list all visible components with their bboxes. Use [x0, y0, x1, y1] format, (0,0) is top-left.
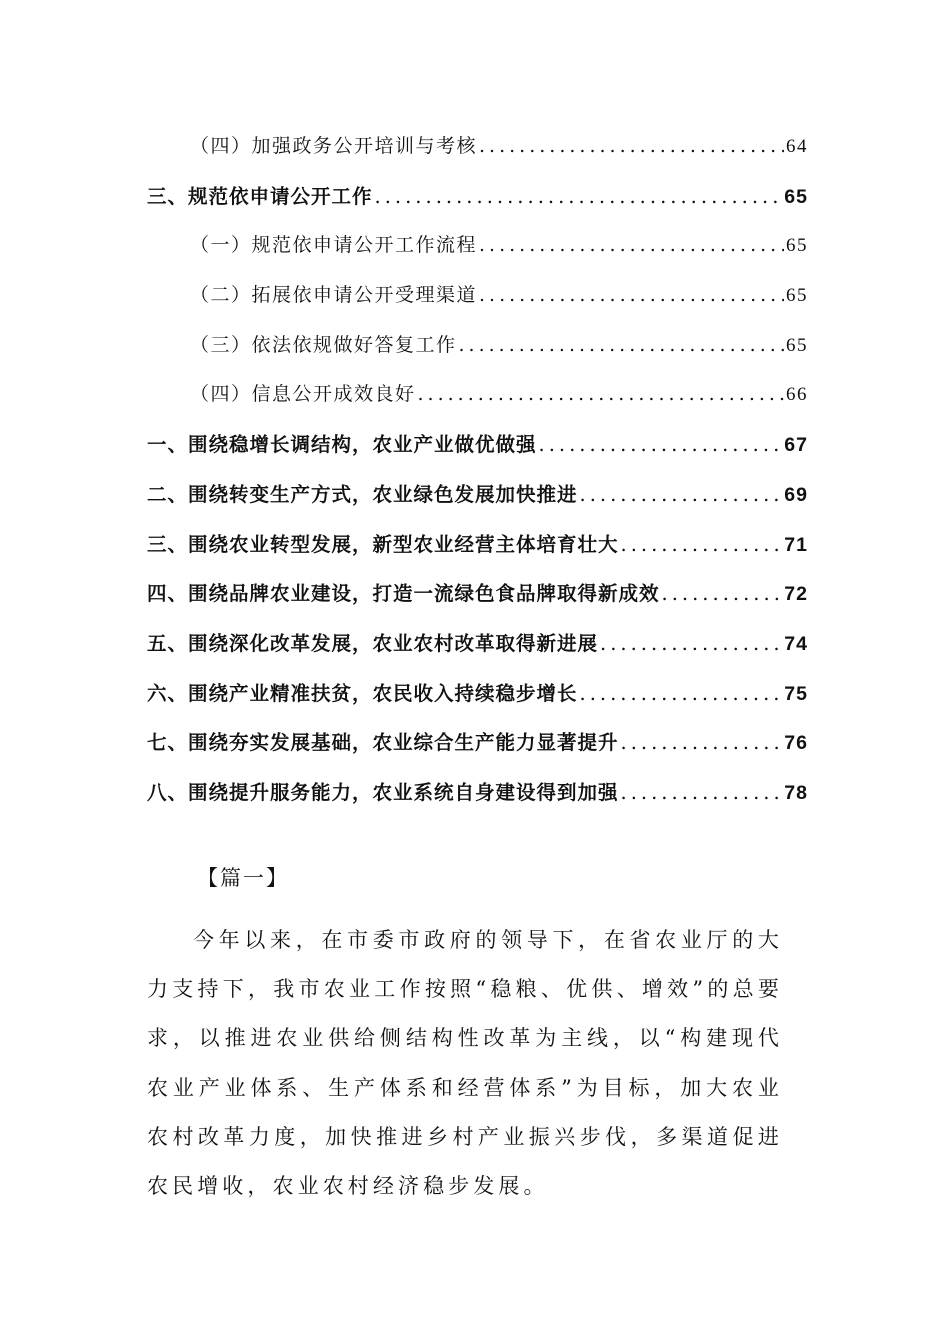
toc-entry[interactable]: [147, 628, 808, 678]
toc-entry[interactable]: [147, 578, 808, 628]
toc-dot-leader: [580, 483, 783, 506]
toc-entry-title: （二）拓展依申请公开受理渠道: [190, 284, 478, 307]
toc-entry-page: 65: [786, 285, 808, 307]
toc-dot-leader: [375, 185, 783, 208]
toc-entry-title: 七、围绕夯实发展基础，农业综合生产能力显著提升: [147, 731, 619, 755]
toc-dot-leader: [479, 284, 784, 306]
toc-entry-page: 64: [786, 136, 808, 157]
toc-entry-title: 三、规范依申请公开工作: [147, 184, 373, 208]
toc-dot-leader: [539, 433, 783, 456]
toc-entry[interactable]: [147, 131, 808, 181]
toc-entry-page: 75: [784, 682, 808, 705]
toc-entry[interactable]: [147, 727, 808, 777]
toc-entry[interactable]: [147, 429, 808, 479]
toc-entry-title: （四）加强政务公开培训与考核: [190, 135, 478, 157]
toc-dot-leader: [621, 533, 783, 556]
toc-entry-title: 二、围绕转变生产方式，农业绿色发展加快推进: [147, 482, 578, 506]
toc-entry[interactable]: [147, 181, 808, 231]
toc-entry-page: 78: [784, 781, 808, 804]
toc-entry-page: 65: [786, 235, 808, 257]
toc-entry-page: 67: [784, 434, 808, 457]
toc-entry-page: 74: [784, 632, 808, 655]
toc-entry-title: 六、围绕产业精准扶贫，农民收入持续稳步增长: [147, 681, 578, 705]
toc-entry-title: 一、围绕稳增长调结构，农业产业做优做强: [147, 433, 537, 457]
toc-entry[interactable]: [147, 230, 808, 280]
toc-entry[interactable]: [147, 529, 808, 579]
toc-dot-leader: [621, 731, 783, 754]
toc-entry[interactable]: [147, 379, 808, 429]
table-of-contents: [147, 131, 808, 827]
toc-entry-page: 65: [786, 334, 808, 356]
toc-entry-page: 66: [786, 384, 808, 406]
toc-entry-page: 71: [784, 533, 808, 556]
toc-entry-title: 四、围绕品牌农业建设，打造一流绿色食品牌取得新成效: [147, 582, 660, 606]
toc-entry-title: 三、围绕农业转型发展，新型农业经营主体培育壮大: [147, 532, 619, 556]
toc-dot-leader: [479, 234, 784, 256]
toc-entry[interactable]: [147, 479, 808, 529]
toc-entry-page: 72: [784, 583, 808, 606]
section-heading: 【篇一】: [197, 866, 289, 890]
toc-entry-title: （四）信息公开成效良好: [190, 383, 416, 406]
toc-dot-leader: [621, 781, 783, 804]
toc-dot-leader: [418, 383, 784, 405]
toc-entry-page: 69: [784, 483, 808, 506]
toc-entry[interactable]: [147, 330, 808, 380]
toc-entry[interactable]: [147, 678, 808, 728]
toc-entry[interactable]: [147, 777, 808, 827]
toc-entry-title: （三）依法依规做好答复工作: [190, 333, 457, 356]
toc-entry-title: 八、围绕提升服务能力，农业系统自身建设得到加强: [147, 780, 619, 804]
body-paragraph: 今年以来，在市委市政府的领导下，在省农业厅的大力支持下，我市农业工作按照“稳粮、优供、增效”的总要求，以推进农业供给侧结构性改革为主线，以“构建现代农业产业体系、生产体系和经营体系”为目标，加大农业农村改革力度，加快推进乡村产业振兴步伐，多渠道促进农民增收，农业农村经济稳步发展。: [147, 928, 783, 1199]
toc-entry[interactable]: [147, 280, 808, 330]
toc-entry-page: 65: [784, 185, 808, 208]
toc-entry-page: 76: [784, 732, 808, 755]
toc-dot-leader: [479, 135, 784, 157]
toc-dot-leader: [580, 682, 783, 705]
toc-dot-leader: [600, 632, 782, 655]
toc-dot-leader: [459, 334, 784, 356]
toc-entry-title: （一）规范依申请公开工作流程: [190, 234, 478, 257]
toc-dot-leader: [662, 582, 783, 605]
toc-entry-title: 五、围绕深化改革发展，农业农村改革取得新进展: [147, 631, 599, 655]
